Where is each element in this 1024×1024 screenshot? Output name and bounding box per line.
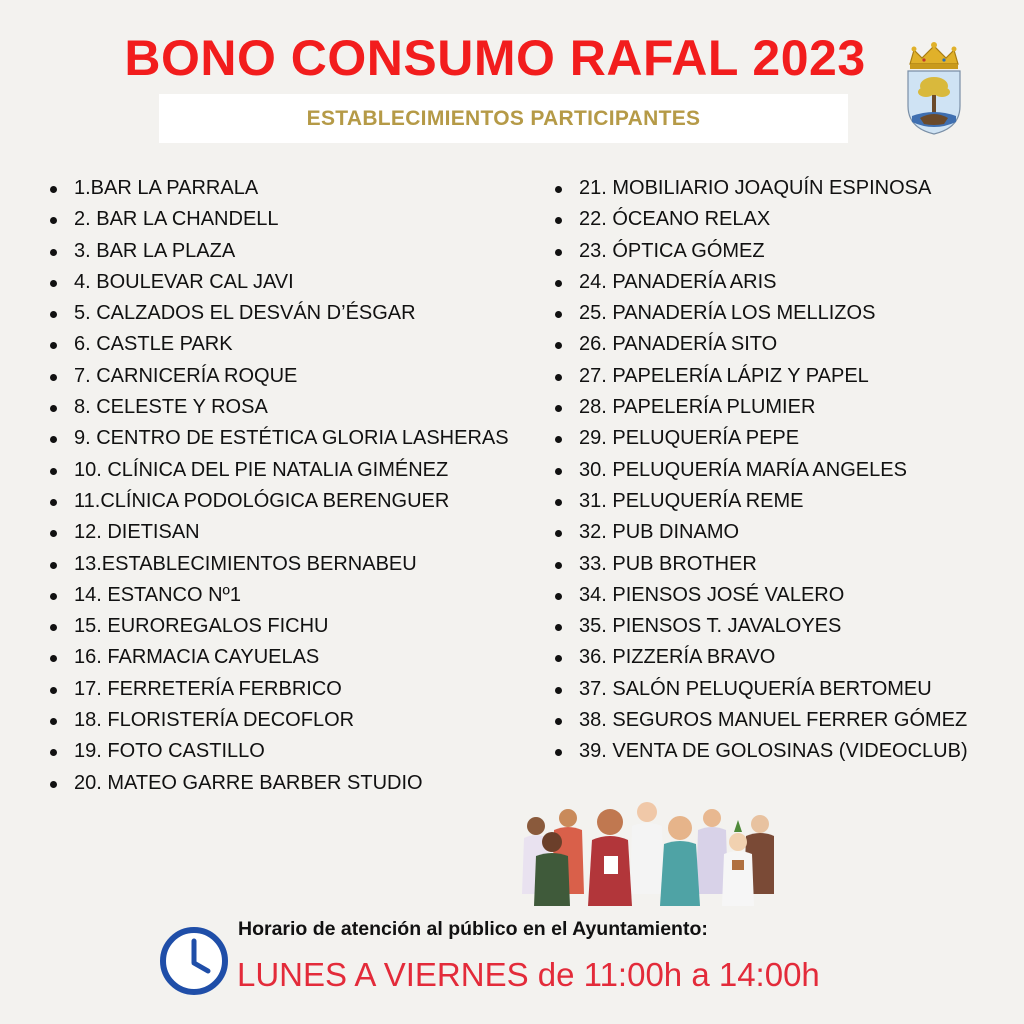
list-item: 23. ÓPTICA GÓMEZ	[555, 236, 968, 267]
list-item: 30. PELUQUERÍA MARÍA ANGELES	[555, 455, 968, 486]
list-item: 2. BAR LA CHANDELL	[50, 204, 509, 235]
list-item: 26. PANADERÍA SITO	[555, 329, 968, 360]
list-item: 20. MATEO GARRE BARBER STUDIO	[50, 768, 509, 799]
list-item: 37. SALÓN PELUQUERÍA BERTOMEU	[555, 674, 968, 705]
establishments-list-right	[555, 173, 968, 768]
list-item: 39. VENTA DE GOLOSINAS (VIDEOCLUB)	[555, 736, 968, 767]
list-item: 1.BAR LA PARRALA	[50, 173, 509, 204]
list-item: 14. ESTANCO Nº1	[50, 580, 509, 611]
list-item: 8. CELESTE Y ROSA	[50, 392, 509, 423]
list-item: 16. FARMACIA CAYUELAS	[50, 642, 509, 673]
list-item: 11.CLÍNICA PODOLÓGICA BERENGUER	[50, 486, 509, 517]
list-item: 38. SEGUROS MANUEL FERRER GÓMEZ	[555, 705, 968, 736]
list-item: 4. BOULEVAR CAL JAVI	[50, 267, 509, 298]
schedule-hours: LUNES A VIERNES de 11:00h a 14:00h	[237, 956, 820, 993]
establishments-list-left	[50, 173, 509, 799]
list-item: 17. FERRETERÍA FERBRICO	[50, 674, 509, 705]
list-item: 29. PELUQUERÍA PEPE	[555, 423, 968, 454]
subtitle-banner	[159, 94, 848, 143]
list-item: 28. PAPELERÍA PLUMIER	[555, 392, 968, 423]
list-item: 33. PUB BROTHER	[555, 549, 968, 580]
list-item: 19. FOTO CASTILLO	[50, 736, 509, 767]
list-item: 10. CLÍNICA DEL PIE NATALIA GIMÉNEZ	[50, 455, 509, 486]
people-group-illustration	[512, 798, 778, 906]
list-item: 9. CENTRO DE ESTÉTICA GLORIA LASHERAS	[50, 423, 509, 454]
list-item: 3. BAR LA PLAZA	[50, 236, 509, 267]
subtitle: ESTABLECIMIENTOS PARTICIPANTES	[306, 106, 701, 130]
list-item: 27. PAPELERÍA LÁPIZ Y PAPEL	[555, 361, 968, 392]
schedule-label: Horario de atención al público en el Ayuntamiento:	[238, 918, 708, 940]
list-item: 18. FLORISTERÍA DECOFLOR	[50, 705, 509, 736]
list-item: 22. ÓCEANO RELAX	[555, 204, 968, 235]
list-item: 34. PIENSOS JOSÉ VALERO	[555, 580, 968, 611]
list-item: 15. EUROREGALOS FICHU	[50, 611, 509, 642]
list-item: 12. DIETISAN	[50, 517, 509, 548]
list-item: 5. CALZADOS EL DESVÁN D’ÉSGAR	[50, 298, 509, 329]
list-item: 35. PIENSOS T. JAVALOYES	[555, 611, 968, 642]
list-item: 25. PANADERÍA LOS MELLIZOS	[555, 298, 968, 329]
list-item: 13.ESTABLECIMIENTOS BERNABEU	[50, 549, 509, 580]
page-title: BONO CONSUMO RAFAL 2023	[124, 30, 866, 86]
list-item: 36. PIZZERÍA BRAVO	[555, 642, 968, 673]
list-item: 6. CASTLE PARK	[50, 329, 509, 360]
list-item: 24. PANADERÍA ARIS	[555, 267, 968, 298]
list-item: 32. PUB DINAMO	[555, 517, 968, 548]
list-item: 21. MOBILIARIO JOAQUÍN ESPINOSA	[555, 173, 968, 204]
list-item: 31. PELUQUERÍA REME	[555, 486, 968, 517]
municipal-crest-icon	[900, 40, 968, 136]
list-item: 7. CARNICERÍA ROQUE	[50, 361, 509, 392]
clock-icon	[158, 925, 230, 997]
